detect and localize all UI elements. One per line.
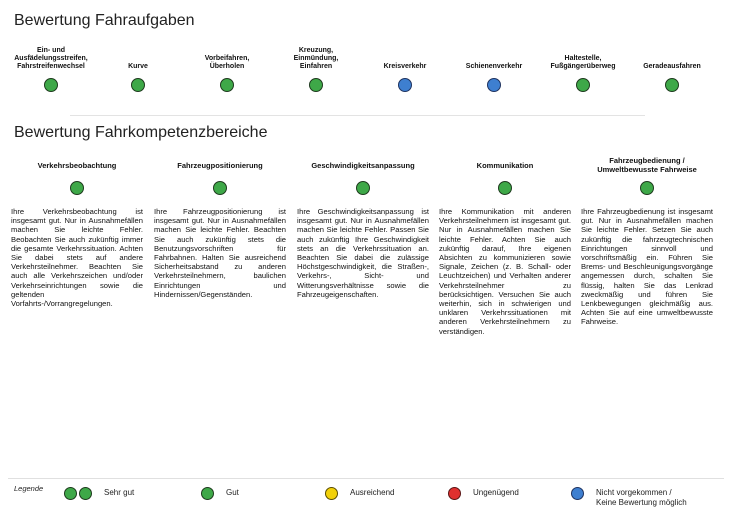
competence-column (297, 154, 429, 299)
competence-description: Ihre Fahrzeugbedienung ist insgesamt gut. Nur in Ausnahmefällen machen Sie leichte Fehler. Setzen Sie auch zukünftig die fahrzeugtechnischen Einrichtungen sinnvoll und vorschriftsmäßig ein. Führen Sie Brems- und Beschleunigungsvorgänge angemessen durch, schalten Sie flüssig, halten Sie das Lenkrad zweckmäßig und führen Sie Lenkbewegungen gleichmäßig aus. Achten Sie auf eine umweltbewusste Fahrweise. (581, 207, 713, 327)
task-item (541, 42, 625, 92)
competence-column (154, 154, 286, 299)
task-item (9, 42, 93, 92)
legend-title: Legende (14, 484, 44, 493)
rating-dot-icon (356, 181, 370, 195)
legend-label: Sehr gut (104, 488, 135, 497)
rating-dot-icon (325, 487, 338, 500)
rating-dot-icon (498, 181, 512, 195)
rating-dot-icon (201, 487, 214, 500)
competence-label: Verkehrsbeobachtung (37, 160, 117, 170)
rating-dot-icon (44, 78, 58, 92)
rating-dot-icon (398, 78, 412, 92)
legend-label: Ausreichend (350, 488, 395, 497)
legend-label: Ungenügend (473, 488, 519, 497)
legend-label: Nicht vorgekommen / Keine Bewertung möglich (596, 488, 687, 507)
rating-dot-icon (309, 78, 323, 92)
legend-label: Gut (226, 488, 239, 497)
rating-dot-icon (64, 487, 77, 500)
rating-dot-icon (131, 78, 145, 92)
rating-dot-icon (487, 78, 501, 92)
task-item (185, 42, 269, 92)
task-item (630, 42, 714, 92)
legend-item-gut (201, 487, 239, 500)
rating-dot-icon (70, 181, 84, 195)
legend-item-nicht-vorgekommen (571, 487, 687, 507)
task-label: Geradeausfahren (643, 63, 701, 70)
task-label: Kreuzung, Einmündung, Einfahren (293, 47, 339, 70)
task-label: Kurve (128, 63, 148, 70)
rating-dot-icon (448, 487, 461, 500)
task-label: Vorbeifahren, Überholen (204, 55, 250, 70)
competence-description: Ihre Verkehrsbeobachtung ist insgesamt gut. Nur in Ausnahmefällen machen Sie leichte Fehler. Beobachten Sie auch zukünftig immer die gesamte Verkehrssituation. Achten Sie dabei stets auf andere Verkehrsteilnehmer. Beachten Sie auch alle Verkehrszeichen und/oder Verkehrseinrichtungen sowie die geltenden Vorfahrts-/Vorrangregelungen. (11, 207, 143, 309)
competence-label: Kommunikation (476, 160, 534, 170)
task-label: Haltestelle, Fußgängerüberweg (550, 55, 616, 70)
task-item (363, 42, 447, 92)
rating-dot-icon (665, 78, 679, 92)
competence-description: Ihre Geschwindigkeitsanpassung ist insgesamt gut. Nur in Ausnahmefällen machen Sie leichte Fehler. Passen Sie auch zukünftig Ihre Geschwindigkeit stets an die Verkehrssituation an. Beachten Sie dabei die zulässige Höchstgeschwindigkeit, die Straßen-, Verkehrs-, Sicht- und Witterungsverhältnisse sowie die Fahrzeugeigenschaften. (297, 207, 429, 299)
competence-description: Ihre Kommunikation mit anderen Verkehrsteilnehmern ist insgesamt gut. Nur in Ausnahmefällen machen Sie leichte Fehler. Achten Sie auch zukünftig darauf, Ihre eigenen Absichten zu kommunizieren sowie Signale, Zeichen (z. B. Schall- oder Leuchtzeichen) und Verhalten anderer Verkehrsteilnehmer zu berücksichtigen. Versuchen Sie auch weiterhin, sich in schwierigen und unklaren Verkehrssituationen mit anderen Verkehrsteilnehmern zu verständigen. (439, 207, 571, 336)
competence-description: Ihre Fahrzeugpositionierung ist insgesamt gut. Nur in Ausnahmefällen machen Sie leichte Fehler. Beachten Sie auch zukünftig stets die Benutzungsvorschriften für Fahrbahnen. Halten Sie ausreichend Sicherheitsabstand zu anderen Verkehrsteilnehmern, baulichen Einrichtungen und Hindernissen/Gegenständen. (154, 207, 286, 299)
rating-dot-icon (213, 181, 227, 195)
competence-column (439, 154, 571, 336)
competence-label: Fahrzeugpositionierung (177, 160, 263, 170)
section-divider (70, 115, 645, 116)
competence-column (11, 154, 143, 308)
task-item (452, 42, 536, 92)
rating-dot-icon (220, 78, 234, 92)
rating-dot-icon (79, 487, 92, 500)
competence-label: Fahrzeugbedienung / Umweltbewusste Fahrweise (597, 156, 697, 174)
legend-item-sehr-gut (64, 487, 134, 500)
section-title-driving-tasks: Bewertung Fahraufgaben (14, 12, 195, 29)
rating-dot-icon (640, 181, 654, 195)
task-label: Ein- und Ausfädelungsstreifen, Fahrstreifenwechsel (14, 47, 88, 70)
task-item (274, 42, 358, 92)
task-item (96, 42, 180, 92)
competence-label: Geschwindigkeitsanpassung (311, 160, 415, 170)
rating-dot-icon (571, 487, 584, 500)
competence-column (581, 154, 713, 327)
rating-dot-icon (576, 78, 590, 92)
section-title-competences: Bewertung Fahrkompetenzbereiche (14, 124, 268, 141)
task-label: Schienenverkehr (465, 63, 523, 70)
legend-item-ungenuegend (448, 487, 519, 500)
task-label: Kreisverkehr (383, 63, 427, 70)
legend-divider (8, 478, 724, 479)
legend-item-ausreichend (325, 487, 394, 500)
